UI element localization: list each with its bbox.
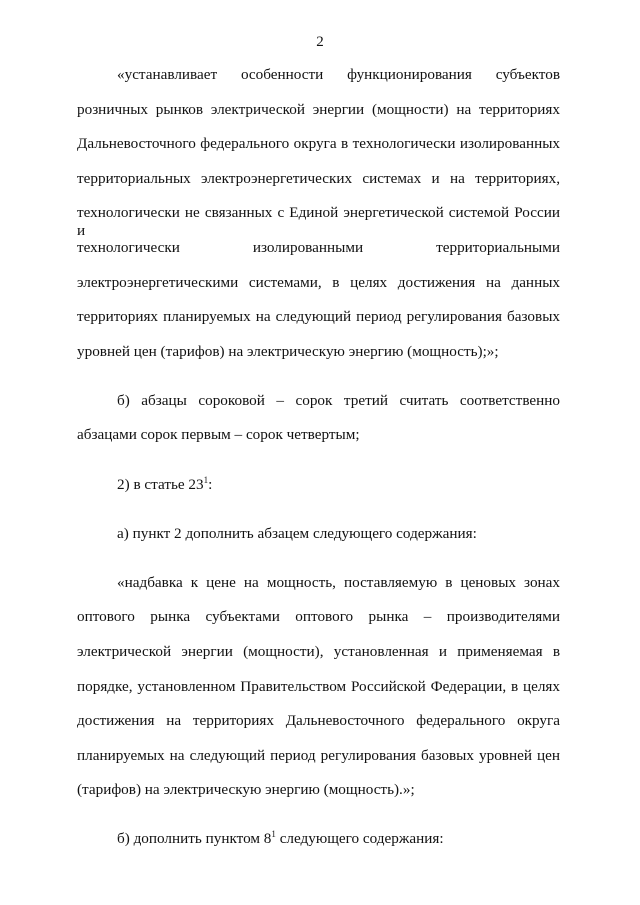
paragraph xyxy=(77,525,560,560)
text-line: Дальневосточного федерального округа в технологически изолированных xyxy=(77,135,560,153)
text-segment: б) дополнить пунктом 8 xyxy=(117,830,272,848)
text-line xyxy=(77,830,560,865)
text-line xyxy=(77,476,560,511)
text-line: достижения на территориях Дальневосточного федерального округа xyxy=(77,712,560,730)
paragraph xyxy=(77,66,560,377)
text-line: уровней цен (тарифов) на электрическую энергию (мощность);»; xyxy=(77,342,499,360)
text-line: абзацами сорок первым – сорок четвертым; xyxy=(77,426,360,444)
text-line: б) абзацы сороковой – сорок третий считать соответственно xyxy=(117,391,560,409)
document-body xyxy=(77,66,560,865)
text-line: электроэнергетическими системами, в целях достижения на данных xyxy=(77,273,560,291)
text-line: оптового рынка субъектами оптового рынка – производителями xyxy=(77,608,560,626)
text-segment: : xyxy=(208,475,213,493)
text-line: технологически не связанных с Единой энергетической системой России и xyxy=(77,204,560,240)
superscript: 1 xyxy=(203,474,209,485)
text-line: (тарифов) на электрическую энергию (мощность).»; xyxy=(77,781,415,799)
text-line: территориальных электроэнергетических системах и на территориях, xyxy=(77,169,560,187)
text-segment: 2) в статье 23 xyxy=(117,475,204,493)
superscript: 1 xyxy=(271,829,276,840)
text-line: «устанавливает особенности функционирования субъектов xyxy=(117,66,560,83)
text-segment: следующего содержания: xyxy=(275,830,444,848)
paragraph xyxy=(77,476,560,511)
paragraph xyxy=(77,830,560,865)
page-number: 2 xyxy=(316,34,324,50)
paragraph xyxy=(77,392,560,461)
text-line: «надбавка к цене на мощность, поставляемую в ценовых зонах xyxy=(117,573,560,591)
text-line: порядке, установленном Правительством Российской Федерации, в целях xyxy=(77,677,560,695)
text-line: электрической энергии (мощности), установленная и применяемая в xyxy=(77,642,560,660)
text-line: а) пункт 2 дополнить абзацем следующего содержания: xyxy=(117,524,477,542)
text-line: планируемых на следующий период регулирования базовых уровней цен xyxy=(77,746,560,764)
paragraph xyxy=(77,574,560,816)
text-line: розничных рынков электрической энергии (мощности) на территориях xyxy=(77,100,560,118)
text-line: территориях планируемых на следующий период регулирования базовых xyxy=(77,308,560,326)
text-line: технологически изолированными территориальными xyxy=(77,238,560,256)
